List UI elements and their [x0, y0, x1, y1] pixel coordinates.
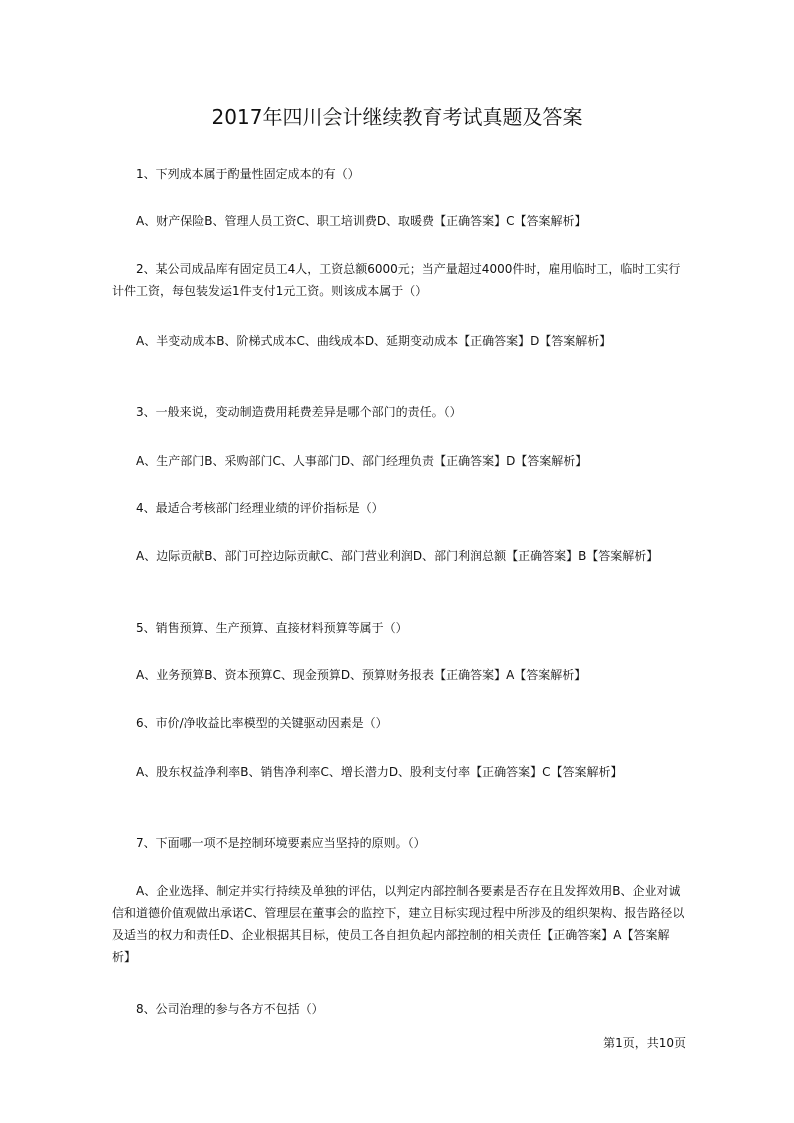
question-2: 2、某公司成品库有固定员工4人，工资总额6000元；当产量超过4000件时，雇用临时工，临时工实行计件工资，每包装发运1件支付1元工资。则该成本属于（） [112, 262, 681, 298]
answer-7: A、企业选择、制定并实行持续及单独的评估，以判定内部控制各要素是否存在且发挥效用B、企业对诚信和道德价值观做出承诺C、管理层在董事会的监控下，建立目标实现过程中所涉及的组织架构、报告路径以及适当的权力和责任D、企业根据其目标，使员工各自担负起内部控制的相关责任【正确答案】A【答案解析】 [112, 884, 685, 964]
page-number: 第1页，共10页 [603, 1036, 686, 1050]
answer-1: A、财产保险B、管理人员工资C、职工培训费D、取暖费【正确答案】C【答案解析】 [136, 214, 587, 228]
question-5: 5、销售预算、生产预算、直接材料预算等属于（） [136, 621, 408, 635]
document-title: 2017年四川会计继续教育考试真题及答案 [211, 105, 583, 129]
question-3: 3、一般来说，变动制造费用耗费差异是哪个部门的责任。（） [136, 405, 462, 419]
question-7: 7、下面哪一项不是控制环境要素应当坚持的原则。（） [136, 836, 426, 850]
question-4: 4、最适合考核部门经理业绩的评价指标是（） [136, 501, 384, 515]
question-1: 1、下列成本属于酌量性固定成本的有（） [136, 167, 360, 181]
question-8: 8、公司治理的参与各方不包括（） [136, 1002, 324, 1016]
answer-2: A、半变动成本B、阶梯式成本C、曲线成本D、延期变动成本【正确答案】D【答案解析】 [136, 334, 612, 348]
question-6: 6、市价/净收益比率模型的关键驱动因素是（） [136, 716, 388, 730]
answer-5: A、业务预算B、资本预算C、现金预算D、预算财务报表【正确答案】A【答案解析】 [136, 668, 587, 682]
answer-6: A、股东权益净利率B、销售净利率C、增长潜力D、股利支付率【正确答案】C【答案解析】 [136, 765, 623, 779]
answer-4: A、边际贡献B、部门可控边际贡献C、部门营业利润D、部门利润总额【正确答案】B【答案解析】 [136, 549, 659, 563]
answer-3: A、生产部门B、采购部门C、人事部门D、部门经理负责【正确答案】D【答案解析】 [136, 454, 588, 468]
